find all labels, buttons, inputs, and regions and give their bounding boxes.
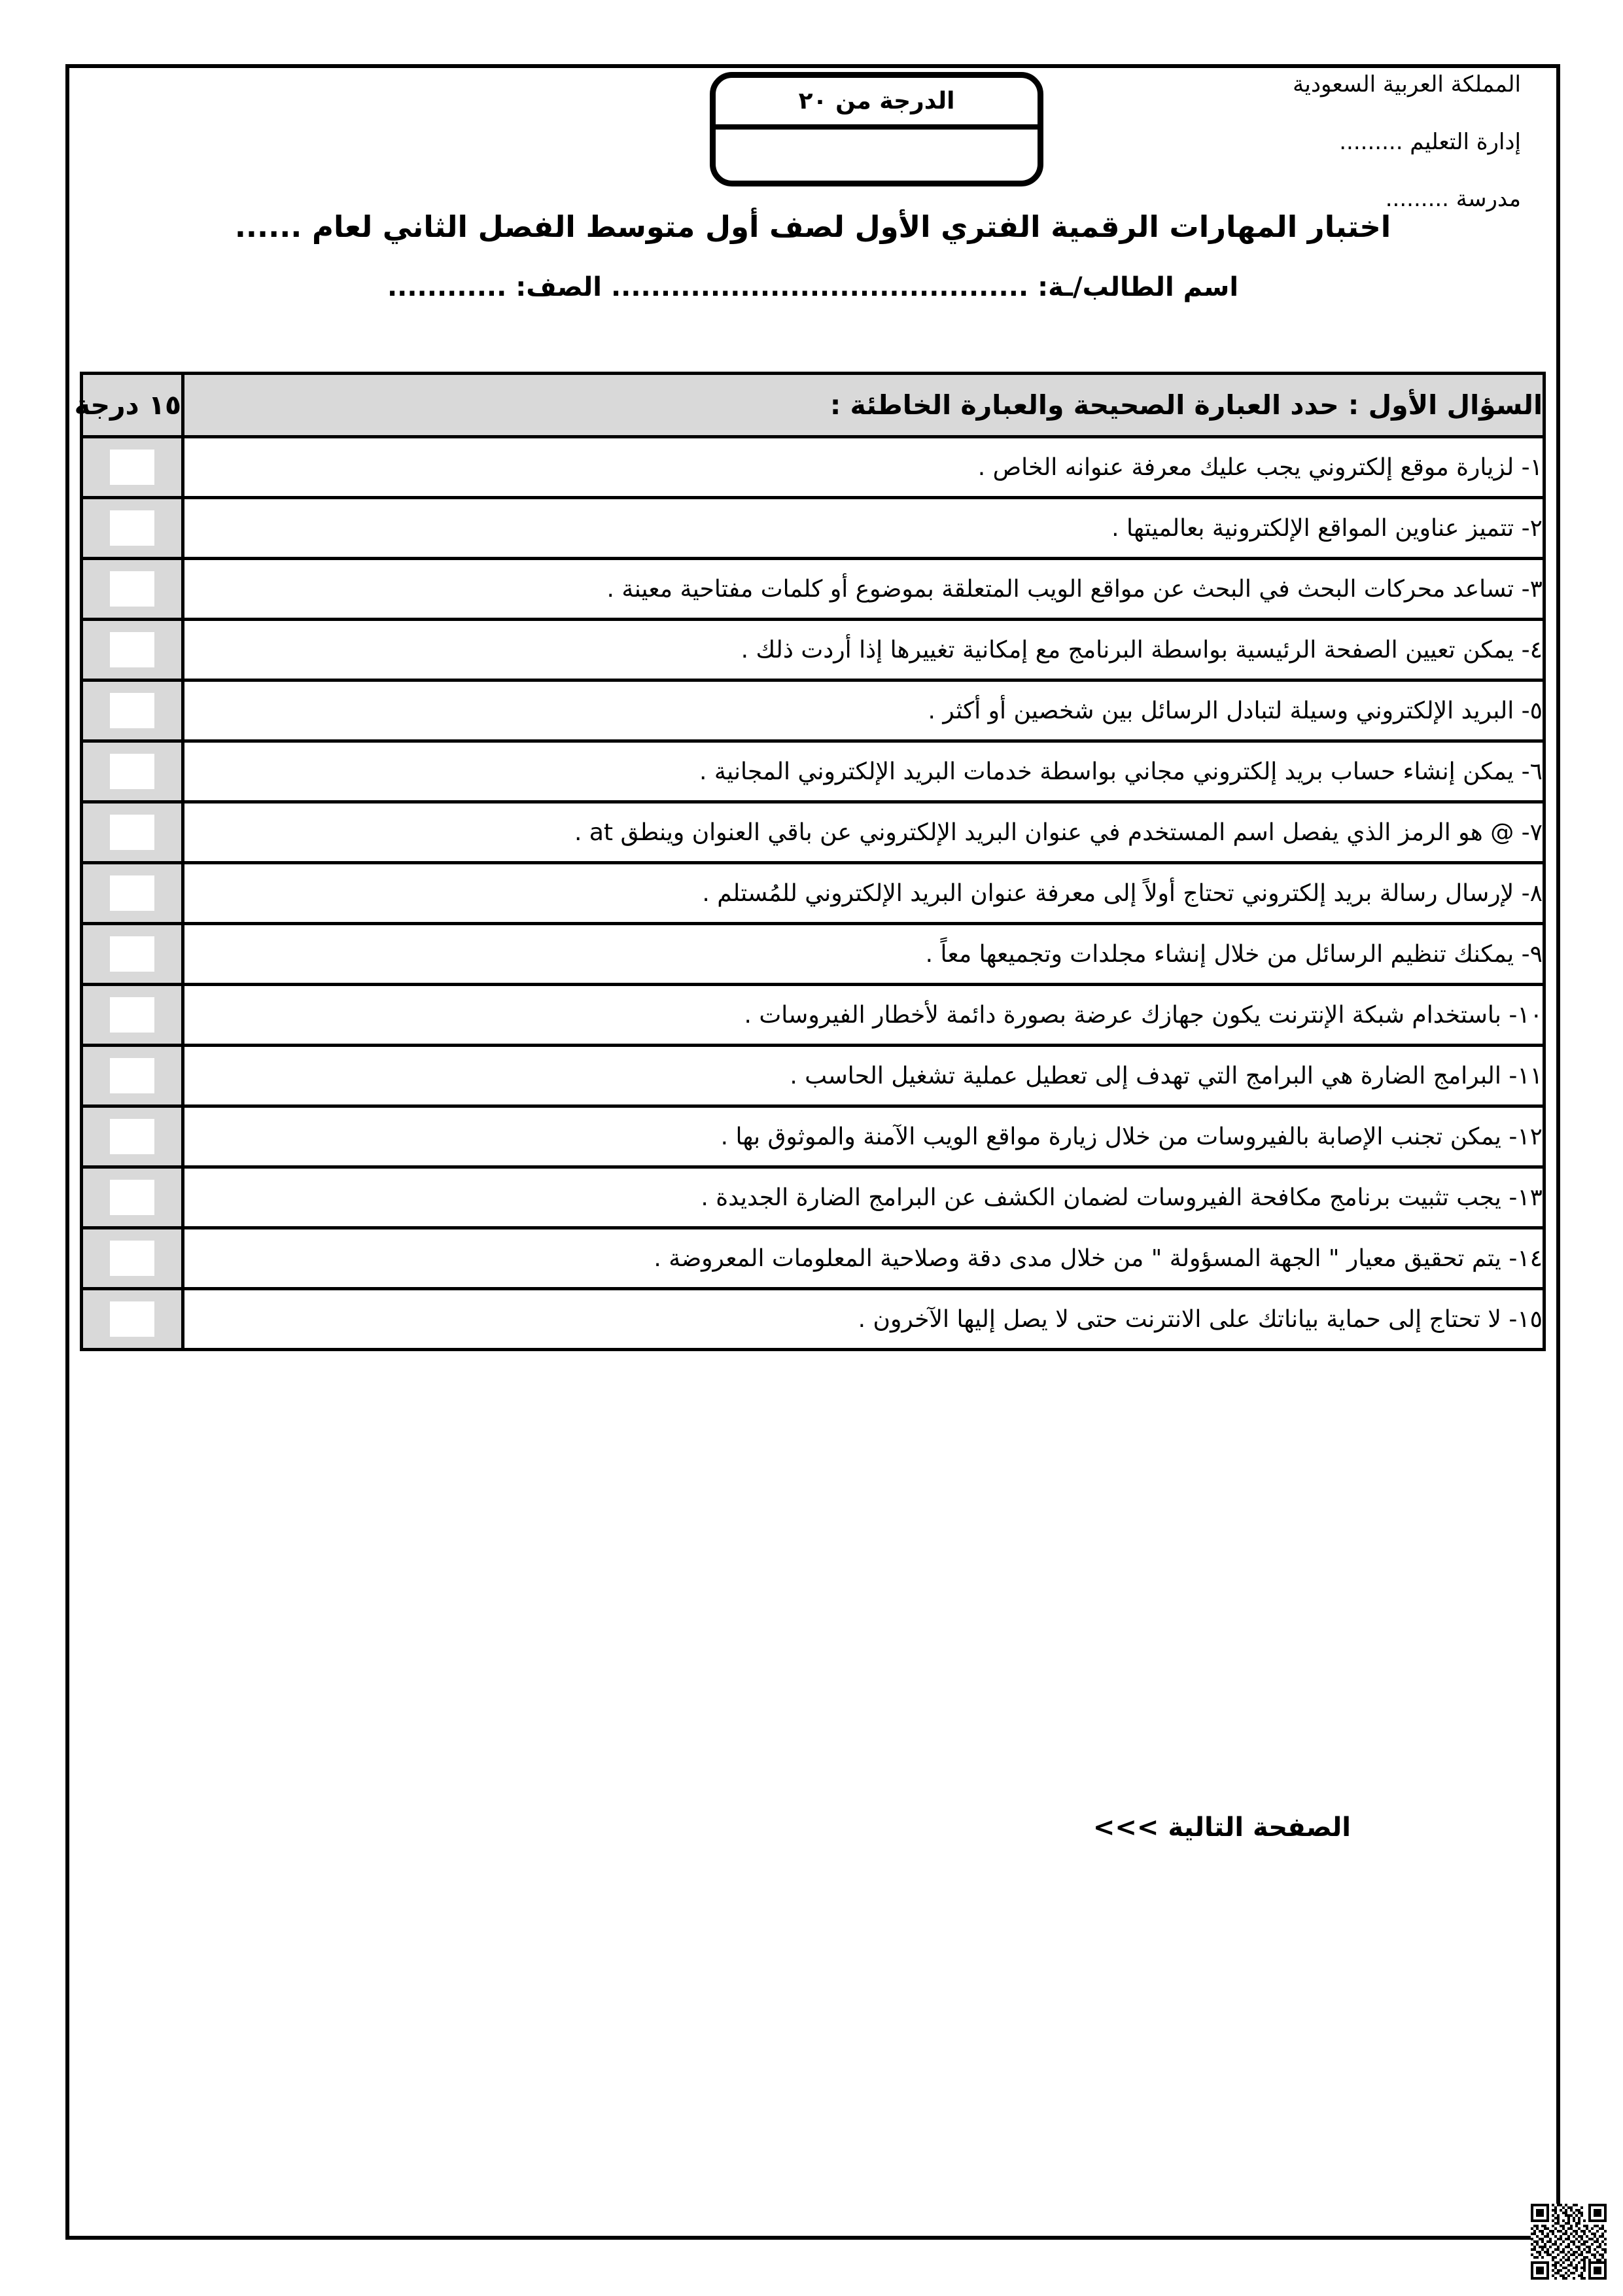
table-row xyxy=(82,924,1544,985)
answer-cell-11[interactable] xyxy=(82,1046,183,1106)
item-number-7: ٧- xyxy=(1521,819,1543,846)
table-row xyxy=(82,620,1544,680)
table-row xyxy=(82,863,1544,924)
table-row xyxy=(82,1106,1544,1167)
table-row xyxy=(82,1228,1544,1289)
statement-text-10 xyxy=(183,985,1544,1046)
item-text-8: لإرسال رسالة بريد إلكتروني تحتاج أولاً إلى معرفة عنوان البريد الإلكتروني للمُستلم . xyxy=(702,879,1514,907)
grade-box-label-cell xyxy=(716,78,1038,130)
answer-cell-8[interactable] xyxy=(82,863,183,924)
answer-box-1[interactable] xyxy=(110,450,154,485)
answer-cell-7[interactable] xyxy=(82,802,183,863)
answer-box-15[interactable] xyxy=(110,1301,154,1337)
table-row xyxy=(82,985,1544,1046)
document-header xyxy=(65,64,1560,302)
answer-box-11[interactable] xyxy=(110,1058,154,1093)
ministry-line-school: مدرسة ......... xyxy=(1385,186,1521,213)
statement-text-4 xyxy=(183,620,1544,680)
next-page-note: الصفحة التالية >>> xyxy=(1092,1812,1351,1843)
question-one-rows xyxy=(82,437,1544,1350)
qr-code[interactable] xyxy=(1531,2204,1607,2280)
grade-box-score-cell[interactable] xyxy=(716,130,1038,181)
answer-cell-10[interactable] xyxy=(82,985,183,1046)
answer-box-12[interactable] xyxy=(110,1119,154,1154)
answer-cell-12[interactable] xyxy=(82,1106,183,1167)
item-number-6: ٦- xyxy=(1521,758,1543,785)
answer-box-4[interactable] xyxy=(110,632,154,667)
answer-box-13[interactable] xyxy=(110,1180,154,1215)
item-number-9: ٩- xyxy=(1521,940,1543,968)
statement-text-8 xyxy=(183,863,1544,924)
question-one-header: السؤال الأول : حدد العبارة الصحيحة والعبارة الخاطئة : xyxy=(183,374,1544,437)
answer-box-8[interactable] xyxy=(110,875,154,911)
page-content xyxy=(65,64,1560,2240)
table-header-row xyxy=(82,374,1544,437)
statement-text-11 xyxy=(183,1046,1544,1106)
answer-box-5[interactable] xyxy=(110,693,154,728)
item-number-3: ٣- xyxy=(1521,575,1543,603)
statement-text-14 xyxy=(183,1228,1544,1289)
answer-box-14[interactable] xyxy=(110,1241,154,1276)
item-text-7: @ هو الرمز الذي يفصل اسم المستخدم في عنوان البريد الإلكتروني عن باقي العنوان وينطق at . xyxy=(574,819,1514,846)
item-text-5: البريد الإلكتروني وسيلة لتبادل الرسائل بين شخصين أو أكثر . xyxy=(928,697,1514,724)
answer-cell-9[interactable] xyxy=(82,924,183,985)
statement-text-2 xyxy=(183,498,1544,559)
answer-box-2[interactable] xyxy=(110,510,154,546)
ministry-block xyxy=(1293,73,1521,211)
answer-box-6[interactable] xyxy=(110,754,154,789)
grade-box-label: الدرجة من ٢٠ xyxy=(798,87,955,115)
item-text-4: يمكن تعيين الصفحة الرئيسية بواسطة البرنامج مع إمكانية تغييرها إذا أردت ذلك . xyxy=(741,636,1514,663)
item-text-15: لا تحتاج إلى حماية بياناتك على الانترنت حتى لا يصل إليها الآخرون . xyxy=(858,1305,1501,1333)
exam-title: اختبار المهارات الرقمية الفتري الأول لصف أول متوسط الفصل الثاني لعام ...... xyxy=(234,209,1391,244)
item-number-15: ١٥- xyxy=(1509,1305,1543,1333)
item-text-1: لزيارة موقع إلكتروني يجب عليك معرفة عنوانه الخاص . xyxy=(977,453,1514,481)
statement-text-13 xyxy=(183,1167,1544,1228)
question-one-section xyxy=(74,372,1546,1351)
answer-cell-13[interactable] xyxy=(82,1167,183,1228)
question-one-table xyxy=(74,372,1546,1351)
item-text-11: البرامج الضارة هي البرامج التي تهدف إلى تعطيل عملية تشغيل الحاسب . xyxy=(790,1062,1501,1089)
qr-code-icon xyxy=(1531,2204,1607,2280)
statement-text-9 xyxy=(183,924,1544,985)
ministry-line-country: المملكة العربية السعودية xyxy=(1293,71,1521,97)
answer-cell-5[interactable] xyxy=(82,680,183,741)
answer-cell-14[interactable] xyxy=(82,1228,183,1289)
item-text-10: باستخدام شبكة الإنترنت يكون جهازك عرضة بصورة دائمة لأخطار الفيروسات . xyxy=(744,1001,1501,1029)
question-one-marks: ١٥ درجة xyxy=(82,374,183,437)
statement-text-15 xyxy=(183,1289,1544,1350)
answer-box-10[interactable] xyxy=(110,997,154,1033)
item-number-5: ٥- xyxy=(1521,697,1543,724)
item-text-3: تساعد محركات البحث في البحث عن مواقع الويب المتعلقة بموضوع أو كلمات مفتاحية معينة . xyxy=(606,575,1514,603)
answer-cell-15[interactable] xyxy=(82,1289,183,1350)
item-number-2: ٢- xyxy=(1521,514,1543,542)
grade-box xyxy=(710,72,1043,186)
item-text-2: تتميز عناوين المواقع الإلكترونية بعالميتها . xyxy=(1111,514,1514,542)
item-number-1: ١- xyxy=(1521,453,1543,481)
statement-text-3 xyxy=(183,559,1544,620)
item-number-13: ١٣- xyxy=(1509,1184,1543,1211)
table-row xyxy=(82,559,1544,620)
ministry-line-education-admin: إدارة التعليم ......... xyxy=(1339,128,1521,155)
table-row xyxy=(82,680,1544,741)
item-text-13: يجب تثبيت برنامج مكافحة الفيروسات لضمان الكشف عن البرامج الضارة الجديدة . xyxy=(701,1184,1501,1211)
item-text-6: يمكن إنشاء حساب بريد إلكتروني مجاني بواسطة خدمات البريد الإلكتروني المجانية . xyxy=(699,758,1514,785)
table-row xyxy=(82,741,1544,802)
item-number-4: ٤- xyxy=(1521,636,1543,663)
item-number-8: ٨- xyxy=(1521,879,1543,907)
answer-cell-3[interactable] xyxy=(82,559,183,620)
answer-cell-6[interactable] xyxy=(82,741,183,802)
item-text-12: يمكن تجنب الإصابة بالفيروسات من خلال زيارة مواقع الويب الآمنة والموثوق بها . xyxy=(720,1123,1501,1150)
answer-cell-1[interactable] xyxy=(82,437,183,498)
answer-box-7[interactable] xyxy=(110,815,154,850)
item-number-11: ١١- xyxy=(1509,1062,1543,1089)
item-text-9: يمكنك تنظيم الرسائل من خلال إنشاء مجلدات وتجميعها معاً . xyxy=(925,940,1514,968)
table-row xyxy=(82,437,1544,498)
statement-text-5 xyxy=(183,680,1544,741)
table-row xyxy=(82,1289,1544,1350)
statement-text-6 xyxy=(183,741,1544,802)
answer-cell-2[interactable] xyxy=(82,498,183,559)
item-number-14: ١٤- xyxy=(1509,1245,1543,1272)
table-row xyxy=(82,1167,1544,1228)
answer-box-3[interactable] xyxy=(110,571,154,607)
item-number-10: ١٠- xyxy=(1509,1001,1543,1029)
item-text-14: يتم تحقيق معيار " الجهة المسؤولة " من خلال مدى دقة وصلاحية المعلومات المعروضة . xyxy=(654,1245,1501,1272)
statement-text-12 xyxy=(183,1106,1544,1167)
answer-box-9[interactable] xyxy=(110,936,154,972)
statement-text-7 xyxy=(183,802,1544,863)
item-number-12: ١٢- xyxy=(1509,1123,1543,1150)
table-row xyxy=(82,498,1544,559)
student-info-line[interactable]: اسم الطالب/ـة: .......................................... الصف: ............ xyxy=(387,272,1239,302)
table-row xyxy=(82,1046,1544,1106)
table-row xyxy=(82,802,1544,863)
answer-cell-4[interactable] xyxy=(82,620,183,680)
statement-text-1 xyxy=(183,437,1544,498)
